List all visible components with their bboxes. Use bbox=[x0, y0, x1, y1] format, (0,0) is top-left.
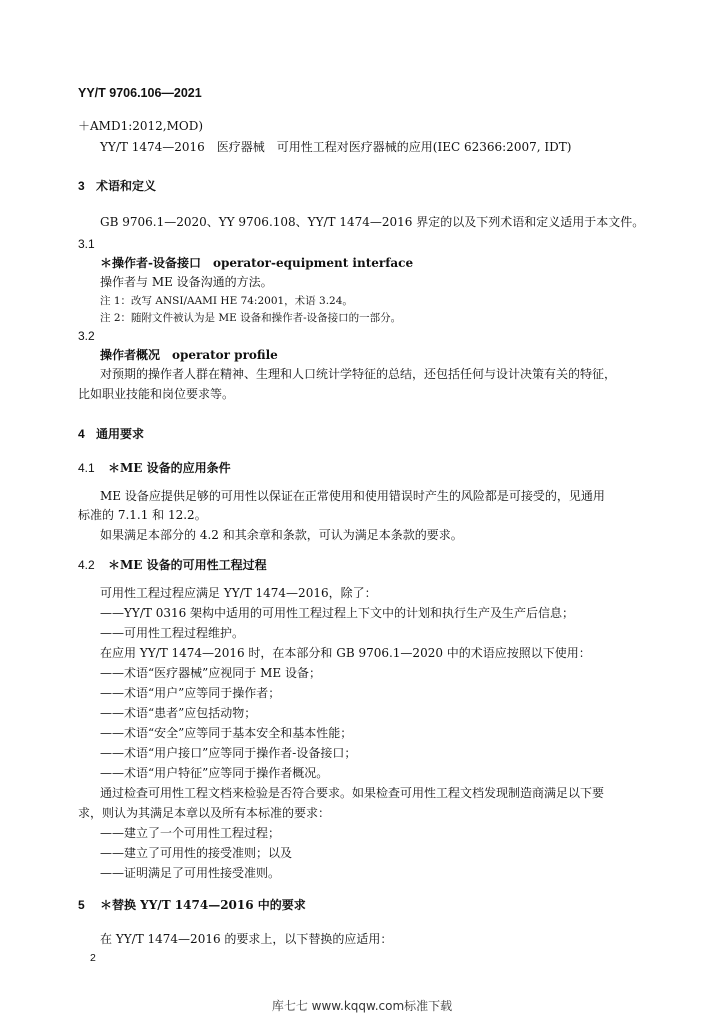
section-3-title: 术语和定义 bbox=[96, 179, 157, 193]
check-item: ——建立了可用性的接受准则；以及 bbox=[100, 846, 293, 860]
clause-4-2-title: ＊ME 设备的可用性工程过程 bbox=[108, 558, 267, 572]
section-4-title: 通用要求 bbox=[96, 427, 145, 441]
term-3-1-definition: 操作者与 ME 设备沟通的方法。 bbox=[100, 275, 273, 289]
check-item: ——证明满足了可用性接受准则。 bbox=[100, 866, 281, 880]
ref-line-1: ＋AMD1:2012,MOD) bbox=[78, 119, 204, 133]
term-mapping-item: ——术语“用户特征”应等同于操作者概况。 bbox=[100, 766, 329, 780]
clause-4-1-paragraph-2: 如果满足本部分的 4.2 和其余章和条款，可认为满足本条款的要求。 bbox=[100, 528, 463, 542]
term-3-1-note-2: 注 2：随附文件被认为是 ME 设备和操作者-设备接口的一部分。 bbox=[100, 312, 402, 324]
term-mapping-item: ——术语“患者”应包括动物； bbox=[100, 706, 257, 720]
clause-4-2-number: 4.2 bbox=[78, 558, 95, 572]
section-5-paragraph-1: 在 YY/T 1474—2016 的要求上，以下替换的应适用： bbox=[100, 932, 393, 946]
term-3-2-definition-1: 对预期的操作者人群在精神、生理和人口统计学特征的总结，还包括任何与设计决策有关的特征， bbox=[100, 367, 617, 381]
ref-line-2: YY/T 1474—2016 医疗器械 可用性工程对医疗器械的应用(IEC 62366:2007, IDT) bbox=[100, 140, 572, 154]
section-5-title: ＊替换 YY/T 1474—2016 中的要求 bbox=[100, 898, 306, 912]
clause-4-1-number: 4.1 bbox=[78, 461, 95, 475]
clause-4-2-paragraph-1: 可用性工程过程应满足 YY/T 1474—2016，除了： bbox=[100, 586, 377, 600]
page-number: 2 bbox=[90, 952, 96, 964]
term-mapping-item: ——术语“安全”应等同于基本安全和基本性能； bbox=[100, 726, 353, 740]
clause-4-2-paragraph-2: 在应用 YY/T 1474—2016 时，在本部分和 GB 9706.1—2020 中的术语应按照以下使用： bbox=[100, 646, 591, 660]
term-3-1-number: 3.1 bbox=[78, 237, 95, 251]
term-3-1-title: ＊操作者-设备接口 operator-equipment interface bbox=[100, 256, 414, 270]
clause-4-1-title: ＊ME 设备的应用条件 bbox=[108, 461, 231, 475]
footer-watermark: 库七七 www.kqqw.com标准下载 bbox=[271, 999, 453, 1013]
clause-4-2-dash-2: ——可用性工程过程维护。 bbox=[100, 626, 245, 640]
clause-4-2-dash-1: ——YY/T 0316 架构中适用的可用性工程过程上下文中的计划和执行生产及生产后信息； bbox=[100, 606, 575, 620]
term-mapping-item: ——术语“医疗器械”应视同于 ME 设备； bbox=[100, 666, 321, 680]
clause-4-2-paragraph-3a: 通过检查可用性工程文档来检验是否符合要求。如果检查可用性工程文档发现制造商满足以下要 bbox=[100, 786, 605, 800]
term-3-2-number: 3.2 bbox=[78, 329, 95, 343]
section-3-intro: GB 9706.1—2020、YY 9706.108、YY/T 1474—2016 界定的以及下列术语和定义适用于本文件。 bbox=[100, 215, 645, 229]
clause-4-2-paragraph-3b: 求，则认为其满足本章以及所有本标准的要求： bbox=[78, 806, 331, 820]
clause-4-1-paragraph-1a: ME 设备应提供足够的可用性以保证在正常使用和使用错误时产生的风险都是可接受的，见通用 bbox=[100, 489, 605, 503]
term-mapping-item: ——术语“用户接口”应等同于操作者-设备接口； bbox=[100, 746, 357, 760]
term-3-1-note-1: 注 1：改写 ANSI/AAMI HE 74:2001，术语 3.24。 bbox=[100, 295, 353, 307]
section-4-number: 4 bbox=[78, 427, 85, 441]
term-3-2-title: 操作者概况 operator profile bbox=[100, 348, 278, 362]
check-item: ——建立了一个可用性工程过程； bbox=[100, 826, 281, 840]
document-id: YY/T 9706.106—2021 bbox=[78, 86, 202, 100]
section-5-number: 5 bbox=[78, 898, 85, 912]
term-3-2-definition-2: 比如职业技能和岗位要求等。 bbox=[78, 387, 235, 401]
clause-4-1-paragraph-1b: 标准的 7.1.1 和 12.2。 bbox=[78, 508, 207, 522]
section-3-number: 3 bbox=[78, 179, 85, 193]
term-mapping-item: ——术语“用户”应等同于操作者； bbox=[100, 686, 281, 700]
